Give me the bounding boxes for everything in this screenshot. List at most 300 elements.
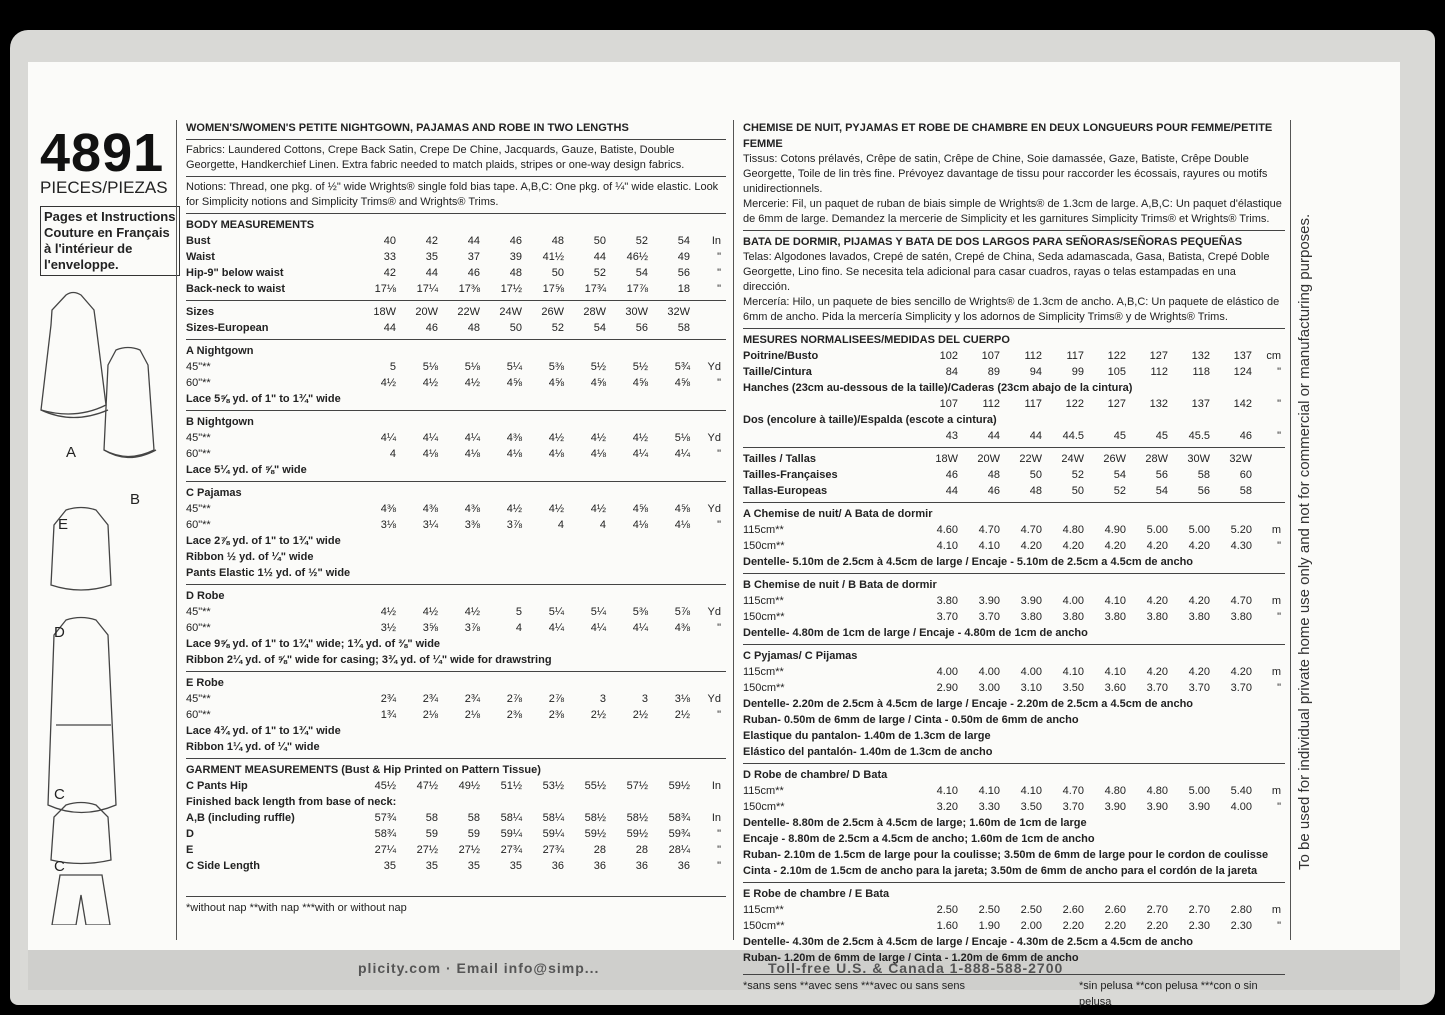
row-value: 46 <box>467 267 480 279</box>
row-label: 115cm** <box>743 524 784 536</box>
table-row <box>743 799 1285 815</box>
row-value: 132 <box>1191 350 1210 362</box>
row-unit: " <box>1277 682 1281 694</box>
row-label: 150cm** <box>743 611 785 623</box>
row-value: 3.70 <box>1188 682 1210 694</box>
row-value: 3.90 <box>978 595 1000 607</box>
row-unit: m <box>1271 666 1281 678</box>
row-value: 3.60 <box>1104 682 1126 694</box>
row-value: 18W <box>935 453 958 465</box>
table-row <box>186 281 726 297</box>
row-value: 27½ <box>458 844 480 856</box>
row-value: 112 <box>982 398 1000 410</box>
french-spanish-table <box>743 348 1285 966</box>
table-row <box>186 565 726 581</box>
row-label: Hip-9" below waist <box>186 267 284 279</box>
row-value: 44 <box>467 235 480 247</box>
row-label: 150cm** <box>743 801 785 813</box>
row-label: Bust <box>186 235 211 247</box>
body-measurements-header: BODY MEASUREMENTS <box>186 219 315 231</box>
row-value: 36 <box>551 860 564 872</box>
row-value: 4 <box>389 448 396 460</box>
row-label: C Pajamas <box>186 487 242 499</box>
row-label: Lace 5¼ yd. of ⅝" wide <box>186 464 307 476</box>
row-value: 17⅜ <box>458 283 480 295</box>
row-label: 45"** <box>186 693 211 705</box>
table-row <box>743 428 1285 444</box>
table-row <box>743 554 1285 570</box>
row-value: 37 <box>467 251 480 263</box>
row-value: 3.10 <box>1020 682 1042 694</box>
home-use-notice: To be used for individual private home use only and not for commercial or manufacturing purposes. <box>1296 213 1313 870</box>
row-value: 20W <box>977 453 1000 465</box>
table-row <box>186 588 726 604</box>
row-value: 4⅛ <box>590 448 606 460</box>
row-value: 46½ <box>626 251 648 263</box>
row-value: 4½ <box>590 503 606 515</box>
row-value: 2⅛ <box>464 709 480 721</box>
row-value: 44 <box>1029 430 1042 442</box>
row-value: 24W <box>499 306 522 318</box>
table-row <box>743 625 1285 641</box>
row-value: 56 <box>1197 485 1210 497</box>
row-value: 24W <box>1061 453 1084 465</box>
row-label: 45"** <box>186 361 211 373</box>
row-unit: Yd <box>707 432 721 444</box>
table-divider <box>743 763 1285 764</box>
table-row <box>186 723 726 739</box>
table-row <box>743 364 1285 380</box>
row-value: 2.20 <box>1062 920 1084 932</box>
row-value: 2¾ <box>380 693 396 705</box>
row-value: 2½ <box>632 709 648 721</box>
row-value: 4.10 <box>1104 666 1126 678</box>
table-row <box>186 430 726 446</box>
row-value: 4.70 <box>978 524 1000 536</box>
table-row <box>743 863 1285 879</box>
table-row <box>186 462 726 478</box>
table-divider <box>186 410 726 411</box>
row-label: Sizes-European <box>186 322 269 334</box>
row-label: Finished back length from base of neck: <box>186 796 397 808</box>
row-value: 33 <box>383 251 396 263</box>
row-value: 3.80 <box>936 595 958 607</box>
row-value: 5¼ <box>590 606 606 618</box>
row-unit: " <box>717 844 721 856</box>
row-value: 59½ <box>668 780 690 792</box>
row-value: 44.5 <box>1062 430 1084 442</box>
row-value: 3.90 <box>1104 801 1126 813</box>
row-value: 27½ <box>416 844 438 856</box>
table-row <box>743 648 1285 664</box>
row-unit: Yd <box>707 361 721 373</box>
row-value: 44 <box>593 251 606 263</box>
row-value: 4½ <box>632 432 648 444</box>
row-value: 4⅛ <box>464 448 480 460</box>
row-label: Poitrine/Busto <box>743 350 819 362</box>
row-value: 18 <box>677 283 690 295</box>
row-label: Elástico del pantalón- 1.40m de 1.3cm de ancho <box>743 746 993 758</box>
row-value: 43 <box>945 430 958 442</box>
table-row <box>743 934 1285 950</box>
table-divider <box>743 882 1285 883</box>
table-divider <box>186 584 726 585</box>
table-divider <box>743 573 1285 574</box>
row-label: Ruban- 2.10m de 1.5cm de large pour la coulisse; 3.50m de 6mm de large pour le cordon de coulisse <box>743 849 1269 861</box>
table-row <box>743 467 1285 483</box>
row-value: 44 <box>987 430 1000 442</box>
row-value: 5.20 <box>1230 524 1252 536</box>
row-value: 3.80 <box>1062 611 1084 623</box>
row-value: 118 <box>1192 366 1210 378</box>
row-value: 105 <box>1107 366 1126 378</box>
row-value: 5⅜ <box>548 361 564 373</box>
row-value: 58 <box>425 812 438 824</box>
row-value: 48 <box>987 469 1000 481</box>
row-value: 59¾ <box>668 828 690 840</box>
telas-text: Telas: Algodones lavados, Crepé de satén, Crepé de China, Seda adamascada, Gasa, Batista, Crepé Doble Georgette, Lino fino. Se necesita tela adicional para casar cuadros, rayas o telas estampadas en una dirección. <box>743 251 1270 293</box>
table-row <box>743 396 1285 412</box>
row-value: 4.20 <box>1146 666 1168 678</box>
row-label: Elastique du pantalon- 1.40m de 1.3cm de large <box>743 730 991 742</box>
row-label: Dos (encolure à taille)/Espalda (escote a cintura) <box>743 414 997 426</box>
row-value: 17¾ <box>584 283 606 295</box>
table-row <box>743 831 1285 847</box>
row-value: 54 <box>677 235 690 247</box>
row-value: 3.70 <box>936 611 958 623</box>
row-value: 5 <box>515 606 522 618</box>
table-row <box>743 728 1285 744</box>
table-row <box>743 664 1285 680</box>
row-value: 4.00 <box>978 666 1000 678</box>
view-label-a: A <box>66 444 77 461</box>
row-label: Lace 5⅝ yd. of 1" to 1¾" wide <box>186 393 341 405</box>
row-value: 45.5 <box>1188 430 1210 442</box>
row-value: 27¾ <box>542 844 564 856</box>
table-row <box>743 680 1285 696</box>
table-row <box>186 375 726 391</box>
french-spanish-column <box>743 120 1285 1008</box>
table-row <box>743 950 1285 966</box>
row-unit: " <box>717 251 721 263</box>
row-label: Ruban- 0.50m de 6mm de large / Cinta - 0.50m de 6mm de ancho <box>743 714 1079 726</box>
row-value: 36 <box>677 860 690 872</box>
row-value: 122 <box>1065 398 1084 410</box>
table-row <box>186 620 726 636</box>
row-label: Encaje - 8.80m de 2.5cm a 4.5cm de ancho; 1.60m de 1cm de ancho <box>743 833 1095 845</box>
row-label: 150cm** <box>743 682 785 694</box>
table-row <box>186 320 726 336</box>
row-value: 2.50 <box>1020 904 1042 916</box>
row-value: 3 <box>599 693 606 705</box>
row-value: 5½ <box>632 361 648 373</box>
table-row <box>743 783 1285 799</box>
row-value: 4.00 <box>1230 801 1252 813</box>
table-row <box>743 712 1285 728</box>
table-row <box>186 604 726 620</box>
website-email: plicity.com · Email info@simp... <box>358 960 600 976</box>
row-value: 32W <box>1229 453 1252 465</box>
sketch-d-robe <box>48 618 116 813</box>
row-label: Dentelle- 5.10m de 2.5cm à 4.5cm de large / Encaje - 5.10m de 2.5cm a 4.5cm de ancho <box>743 556 1194 568</box>
row-label: 45"** <box>186 503 211 515</box>
row-value: 127 <box>1107 398 1126 410</box>
row-value: 50 <box>551 267 564 279</box>
row-value: 3⅞ <box>464 622 480 634</box>
row-value: 107 <box>939 398 958 410</box>
table-row <box>186 842 726 858</box>
row-label: Lace 2⅞ yd. of 1" to 1¾" wide <box>186 535 341 547</box>
row-value: 4⅜ <box>380 503 396 515</box>
row-value: 2.30 <box>1188 920 1210 932</box>
row-value: 4.20 <box>1146 595 1168 607</box>
sketch-b-nightgown <box>104 348 154 457</box>
row-label: D <box>186 828 194 840</box>
pattern-number: 4891 <box>40 123 165 183</box>
row-label: C Pyjamas/ C Pijamas <box>743 650 858 662</box>
table-row <box>186 391 726 407</box>
row-value: 4.70 <box>1020 524 1042 536</box>
row-value: 46 <box>1239 430 1252 442</box>
row-value: 4¼ <box>422 432 438 444</box>
row-value: 4⅜ <box>506 432 522 444</box>
row-label: Ribbon 1¼ yd. of ¼" wide <box>186 741 320 753</box>
table-row <box>743 767 1285 783</box>
fabrics-text: Fabrics: Laundered Cottons, Crepe Back Satin, Crepe De Chine, Jacquards, Gauze, Batiste, Double Georgette, Handkerchief Linen. Extra fabric needed to match plaids, stripes or one-way design fabrics. <box>186 144 685 171</box>
sketch-c-pants <box>52 875 110 925</box>
french-footnote: *sans sens **avec sens ***avec ou sans sens <box>743 980 965 992</box>
row-value: 4½ <box>422 606 438 618</box>
row-label: Ruban- 1.20m de 6mm de large / Cinta - 1.20m de 6mm de ancho <box>743 952 1079 964</box>
row-value: 5.00 <box>1188 524 1210 536</box>
merceria-text: Mercería: Hilo, un paquete de bies sencillo de Wrights® de 1.3cm de ancho. A,B,C: Un paquete de elástico de 6mm de ancho. Pida la mercería Simplicity y los adornos de Simplicity Trims® y de Wrights® Trims. <box>743 296 1280 323</box>
row-value: 4.80 <box>1062 524 1084 536</box>
table-row <box>186 265 726 281</box>
row-value: 57¾ <box>374 812 396 824</box>
row-value: 4.10 <box>1062 666 1084 678</box>
row-value: 1.90 <box>978 920 1000 932</box>
row-value: 2½ <box>590 709 606 721</box>
row-value: 4½ <box>464 377 480 389</box>
row-value: 44 <box>425 267 438 279</box>
row-value: 26W <box>1103 453 1126 465</box>
row-value: 44 <box>383 322 396 334</box>
row-value: 4½ <box>380 377 396 389</box>
row-value: 2⅞ <box>506 693 522 705</box>
row-value: 48 <box>1029 485 1042 497</box>
row-value: 4.20 <box>1230 666 1252 678</box>
row-value: 4.10 <box>936 540 958 552</box>
row-value: 45½ <box>374 780 396 792</box>
row-value: 4½ <box>506 503 522 515</box>
row-label: B Chemise de nuit / B Bata de dormir <box>743 579 937 591</box>
row-value: 58¼ <box>542 812 564 824</box>
row-value: 3.20 <box>936 801 958 813</box>
row-value: 17⅞ <box>626 283 648 295</box>
row-value: 3.90 <box>1146 801 1168 813</box>
table-row <box>743 506 1285 522</box>
row-value: 3⅛ <box>380 519 396 531</box>
row-label: Sizes <box>186 306 215 318</box>
row-label: 45"** <box>186 606 211 618</box>
row-value: 22W <box>457 306 480 318</box>
row-value: 58 <box>677 322 690 334</box>
row-value: 50 <box>593 235 606 247</box>
row-value: 50 <box>1071 485 1084 497</box>
table-row <box>186 304 726 320</box>
row-value: 4⅜ <box>422 503 438 515</box>
row-value: 4⅝ <box>632 377 648 389</box>
table-row <box>743 918 1285 934</box>
row-value: 4½ <box>548 432 564 444</box>
row-value: 2.20 <box>1104 920 1126 932</box>
row-value: 30W <box>1187 453 1210 465</box>
table-row <box>186 517 726 533</box>
view-label-c: C <box>54 786 65 803</box>
row-label: 60"** <box>186 622 211 634</box>
row-value: 4½ <box>548 503 564 515</box>
row-value: 27¾ <box>500 844 522 856</box>
row-value: 4⅝ <box>590 377 606 389</box>
row-value: 4.80 <box>1104 785 1126 797</box>
row-unit: " <box>717 519 721 531</box>
row-value: 4.20 <box>1188 666 1210 678</box>
row-value: 3.70 <box>978 611 1000 623</box>
table-row <box>186 446 726 462</box>
row-value: 4 <box>557 519 564 531</box>
tissus-text: Tissus: Cotons prélavés, Crêpe de satin, Crêpe de Chine, Soie damassée, Gaze, Batiste, Crêpe Double Georgette, Toile de lin très fine. Prévoyez davantage de tissu pour raccorder les écossais, rayures ou motifs unidirectionnels. <box>743 153 1268 195</box>
row-value: 4¼ <box>380 432 396 444</box>
row-value: 4⅝ <box>674 377 690 389</box>
row-label: 60"** <box>186 448 211 460</box>
row-value: 28W <box>583 306 606 318</box>
row-value: 58½ <box>584 812 606 824</box>
row-label: Taille/Cintura <box>743 366 812 378</box>
row-value: 4.00 <box>936 666 958 678</box>
row-label: Ribbon 2¼ yd. of ⅝" wide for casing; 3¾ yd. of ¼" wide for drawstring <box>186 654 552 666</box>
row-unit: " <box>1277 430 1281 442</box>
row-value: 1¾ <box>380 709 396 721</box>
row-label: C Side Length <box>186 860 260 872</box>
row-value: 58½ <box>626 812 648 824</box>
row-label: C Pants Hip <box>186 780 248 792</box>
table-row <box>186 675 726 691</box>
table-divider <box>186 758 726 759</box>
row-value: 5.00 <box>1146 524 1168 536</box>
row-label: A Chemise de nuit/ A Bata de dormir <box>743 508 933 520</box>
table-row <box>186 778 726 794</box>
row-value: 5 <box>389 361 396 373</box>
row-value: 47½ <box>416 780 438 792</box>
table-row <box>186 249 726 265</box>
row-value: 112 <box>1024 350 1042 362</box>
row-value: 56 <box>635 322 648 334</box>
row-value: 41½ <box>542 251 564 263</box>
row-value: 44 <box>945 485 958 497</box>
table-row <box>186 636 726 652</box>
row-value: 50 <box>509 322 522 334</box>
row-value: 59¼ <box>500 828 522 840</box>
row-value: 5¾ <box>674 361 690 373</box>
row-value: 54 <box>635 267 648 279</box>
row-unit: " <box>717 267 721 279</box>
row-unit: " <box>1277 801 1281 813</box>
row-value: 4½ <box>464 606 480 618</box>
row-value: 4 <box>599 519 606 531</box>
row-value: 59 <box>425 828 438 840</box>
row-value: 4⅛ <box>632 519 648 531</box>
row-value: 17⅛ <box>374 283 396 295</box>
table-row <box>186 485 726 501</box>
row-value: 4⅝ <box>506 377 522 389</box>
row-value: 30W <box>625 306 648 318</box>
row-value: 4¼ <box>590 622 606 634</box>
row-label: B Nightgown <box>186 416 254 428</box>
row-value: 52 <box>1071 469 1084 481</box>
row-unit: " <box>717 377 721 389</box>
notions-text: Notions: Thread, one pkg. of ½" wide Wrights® single fold bias tape. A,B,C: One pkg. of ¼" wide elastic. Look for Simplicity notions and Simplicity Trims® and Wrights® Trims. <box>186 181 719 208</box>
row-value: 17½ <box>500 283 522 295</box>
row-value: 42 <box>425 235 438 247</box>
table-row <box>186 343 726 359</box>
row-value: 127 <box>1149 350 1168 362</box>
row-value: 2.80 <box>1230 904 1252 916</box>
row-unit: cm <box>1266 350 1281 362</box>
row-value: 5¼ <box>548 606 564 618</box>
table-row <box>186 739 726 755</box>
row-label: 60"** <box>186 377 211 389</box>
row-value: 2.90 <box>936 682 958 694</box>
row-value: 3.70 <box>1146 682 1168 694</box>
table-row <box>743 609 1285 625</box>
row-label: Waist <box>186 251 215 263</box>
row-value: 2.70 <box>1146 904 1168 916</box>
row-label: Back-neck to waist <box>186 283 286 295</box>
row-label: GARMENT MEASUREMENTS (Bust & Hip Printed on Pattern Tissue) <box>186 764 541 776</box>
row-value: 28W <box>1145 453 1168 465</box>
row-value: 4⅛ <box>506 448 522 460</box>
row-label: D Robe <box>186 590 225 602</box>
table-row <box>186 794 726 810</box>
row-unit: In <box>711 812 721 824</box>
row-label: 115cm** <box>743 595 784 607</box>
row-unit: " <box>1277 611 1281 623</box>
row-value: 58¾ <box>374 828 396 840</box>
row-value: 54 <box>1113 469 1126 481</box>
row-value: 117 <box>1024 398 1042 410</box>
english-table <box>186 233 726 874</box>
row-value: 26W <box>541 306 564 318</box>
row-value: 4⅜ <box>464 503 480 515</box>
row-value: 4.00 <box>1020 666 1042 678</box>
row-value: 48 <box>509 267 522 279</box>
row-unit: m <box>1271 904 1281 916</box>
table-row <box>186 826 726 842</box>
row-value: 2⅜ <box>506 709 522 721</box>
row-value: 58¾ <box>668 812 690 824</box>
row-value: 4½ <box>590 432 606 444</box>
table-row <box>186 359 726 375</box>
row-unit: m <box>1271 785 1281 797</box>
sketch-a-nightgown <box>41 293 106 415</box>
row-value: 2.70 <box>1188 904 1210 916</box>
spanish-footnote: *sin pelusa **con pelusa ***con o sin pelusa <box>1079 980 1258 1008</box>
french-title: CHEMISE DE NUIT, PYJAMAS ET ROBE DE CHAMBRE EN DEUX LONGUEURS POUR FEMME/PETITE FEMME <box>743 122 1273 150</box>
row-value: 122 <box>1107 350 1126 362</box>
row-value: 35 <box>383 860 396 872</box>
table-row <box>186 762 726 778</box>
row-value: 4.10 <box>1020 785 1042 797</box>
